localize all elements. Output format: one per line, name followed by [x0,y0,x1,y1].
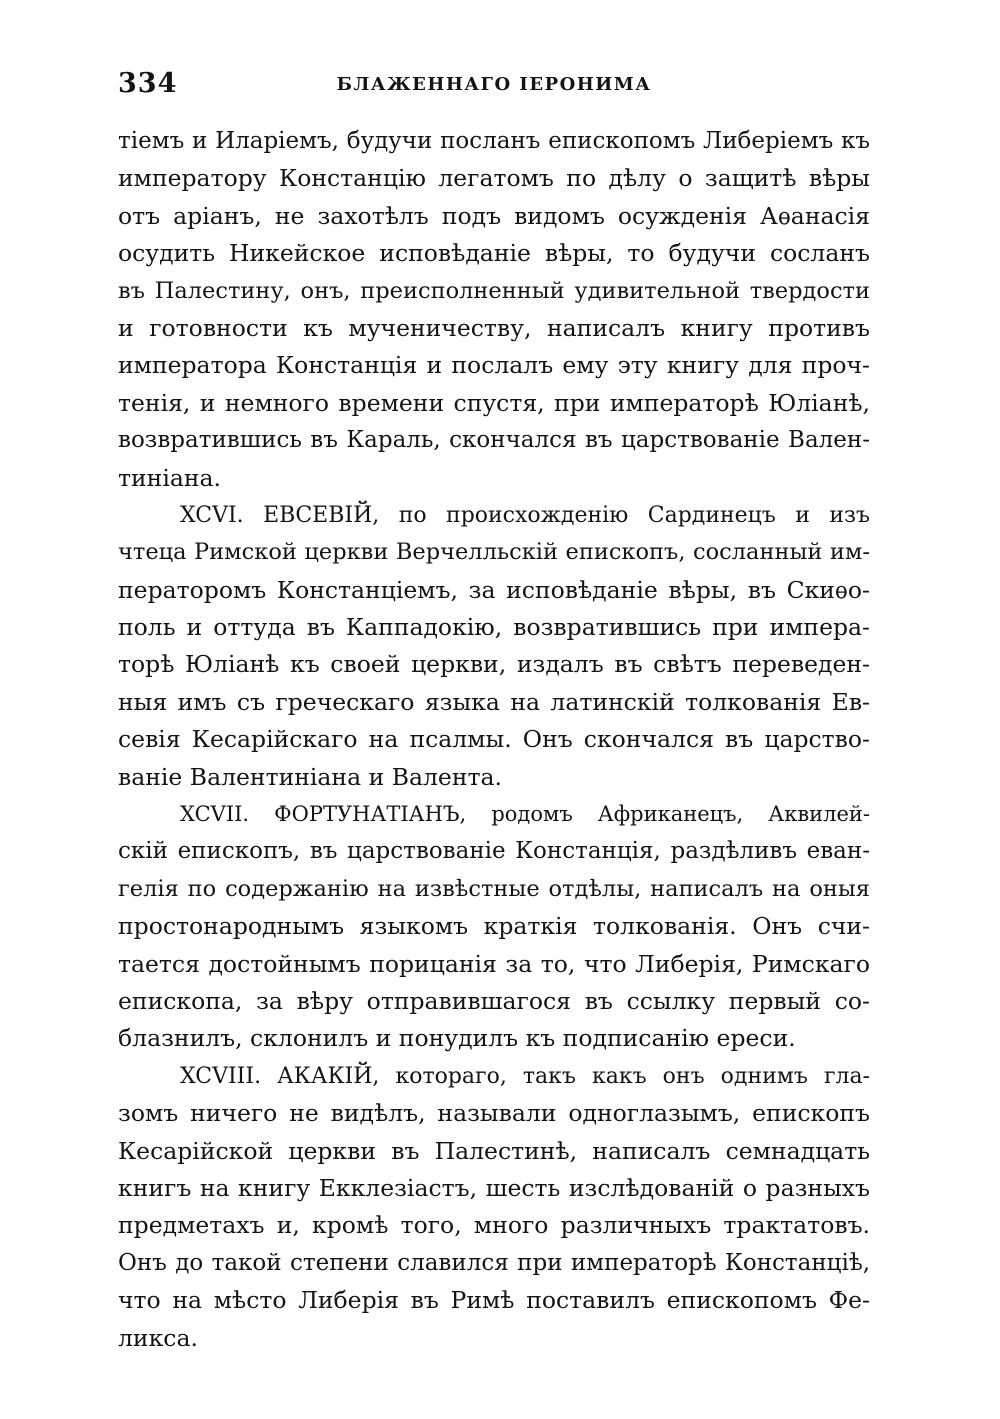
text-line: ликса. [118,1323,198,1352]
text-line: поль и оттуда въ Каппадокію, возвратившись при импера- [118,613,870,642]
text-line: простонароднымъ языкомъ краткія толкованія. Онъ счи- [118,912,870,941]
text-line: Кесарійской церкви въ Палестинѣ, написалъ семнадцать [118,1136,870,1165]
text-line: и готовности къ мученичеству, написалъ книгу противъ [118,313,870,342]
text-line: ваніе Валентиніана и Валента. [118,762,502,791]
book-page [118,60,870,1357]
text-line: Онъ до такой степени славился при императорѣ Констанціѣ, [118,1249,870,1276]
text-line: что на мѣсто Либерія въ Римѣ поставилъ епископомъ Фе- [118,1286,870,1315]
text-line: блазнилъ, склонилъ и понудилъ къ подписанію ереси. [118,1024,796,1053]
text-line: тается достойнымъ порицанія за то, что Либерія, Римскаго [118,949,870,978]
text-line: зомъ ничего не видѣлъ, называли одноглазымъ, епископъ [118,1099,870,1128]
text-line: книгъ на книгу Екклезіастъ, шесть изслѣдованій о разныхъ [118,1173,870,1202]
text-line: торѣ Юліанѣ къ своей церкви, издалъ въ свѣтъ переведен- [118,650,870,679]
text-line: тенія, и немного времени спустя, при императорѣ Юліанѣ, [118,388,870,417]
section-heading-line: XCVII. ФОРТУНАТІАНЪ, родомъ Африканецъ, Аквилей- [180,802,870,827]
text-line: предметахъ и, кромѣ того, много различныхъ трактатовъ. [118,1211,870,1240]
text-line: чтеца Римской церкви Верчелльскій епископъ, сосланный им- [118,539,870,566]
text-line: скій епископъ, въ царствованіе Констанція, раздѣливъ еван- [118,838,870,865]
running-head [118,60,870,110]
page-number: 334 [118,68,178,99]
text-line: ныя имъ съ греческаго языка на латинскій толкованія Ев- [118,687,870,716]
text-line: епископа, за вѣру отправившагося въ ссылку первый со- [118,986,870,1015]
running-title: БЛАЖЕННАГО ІЕРОНИМА [336,74,652,95]
text-line: императору Констанцію легатомъ по дѣлу о защитѣ вѣры [118,164,870,193]
text-line: гелія по содержанію на извѣстные отдѣлы, написалъ на оныя [118,875,870,902]
section-heading-line: XCVI. ЕВСЕВІЙ, по происхожденію Сардинецъ и изъ [180,502,870,528]
text-line: тіемъ и Иларіемъ, будучи посланъ епископомъ Либеріемъ къ [118,128,870,154]
body-text [118,123,870,1357]
section-heading-line: XCVIII. АКАКІЙ, котораго, такъ какъ онъ однимъ гла- [180,1063,870,1089]
text-line: отъ аріанъ, не захотѣлъ подъ видомъ осужденія Аѳанасія [118,201,870,230]
text-line: въ Палестину, онъ, преисполненный удивительной твердости [118,277,870,304]
text-line: севія Кесарійскаго на псалмы. Онъ скончался въ царство- [118,725,870,754]
text-line: осудить Никейское исповѣданіе вѣры, то будучи сосланъ [118,239,870,268]
text-line: возвратившись въ Караль, скончался въ царствованіе Вален- [118,427,870,454]
text-line: тиніана. [118,463,221,492]
text-line: ператоромъ Констанціемъ, за исповѣданіе вѣры, въ Скиѳо- [118,575,870,604]
text-line: императора Констанція и послалъ ему эту книгу для проч- [118,351,870,380]
